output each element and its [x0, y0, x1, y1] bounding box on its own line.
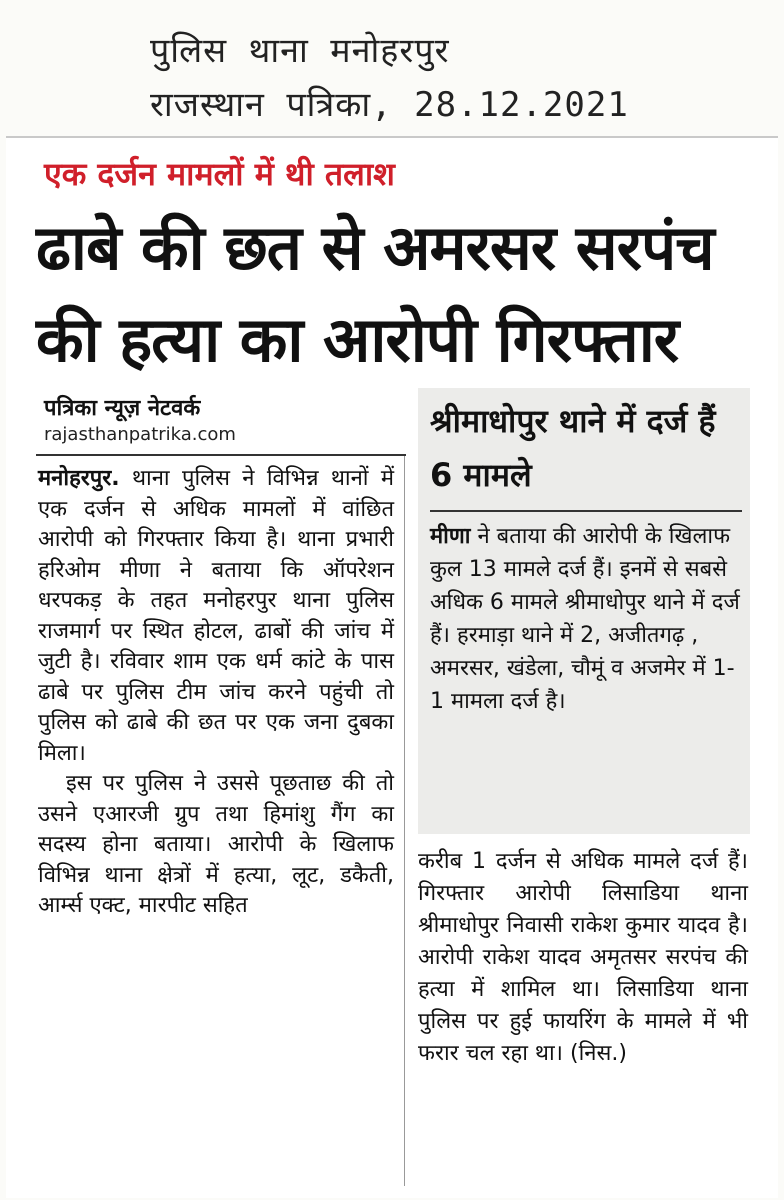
newspaper-clipping: [6, 136, 778, 1198]
article-kicker: एक दर्जन मामलों में थी तलाश: [44, 155, 395, 193]
article-column-left: [38, 464, 394, 922]
article-paragraph-1: [38, 464, 394, 769]
handwritten-note-source-date: राजस्थान पत्रिका, 28.12.2021: [150, 85, 629, 125]
article-paragraph-1-text: थाना पुलिस ने विभिन्न थानों में एक दर्जन से अधिक मामलों में वांछित आरोपी को गिरफ्तार किया है। थाना प्रभारी हरिओम मीणा ने बताया कि ऑपरेशन धरपकड़ के तहत मनोहरपुर थाना पुलिस राजमार्ग पर स्थित होटल, ढाबों की जांच में जुटी है। रविवार शाम एक धर्म कांटे के पास ढाबे पर पुलिस टीम जांच करने पहुंची तो पुलिस को ढाबे की छत पर एक जना दुबका मिला।: [38, 466, 395, 766]
sidebar-box: [418, 388, 750, 834]
sidebar-lead: मीणा: [430, 524, 471, 549]
handwritten-note-station: पुलिस थाना मनोहरपुर: [150, 31, 450, 71]
article-paragraph-3: करीब 1 दर्जन से अधिक मामले दर्ज हैं। गिरफ्तार आरोपी लिसाडिया थाना श्रीमाधोपुर निवासी राकेश कुमार यादव है। आरोपी राकेश यादव अमृतसर सरपंच की हत्या में शामिल था। लिसाडिया थाना पुलिस पर हुई फायरिंग के मामले में भी फरार चल रहा था। (निस.): [418, 849, 748, 1066]
article-website: rajasthanpatrika.com: [44, 424, 236, 445]
sidebar-title: श्रीमाधोपुर थाने में दर्ज हैं 6 मामले: [430, 402, 716, 494]
article-paragraph-2: इस पर पुलिस ने उससे पूछताछ की तो उसने एआरजी ग्रुप तथा हिमांशु गैंग का सदस्य होना बताया। आरोपी के खिलाफ विभिन्न थाना क्षेत्रों में हत्या, लूट, डकैती, आर्म्स एक्ट, मारपीट सहित: [38, 771, 394, 918]
byline-divider: [36, 454, 406, 456]
article-headline: ढाबे की छत से अमरसर सरपंच की हत्या का आरोपी गिरफ्तार: [36, 211, 714, 376]
sidebar-body-text: ने बताया की आरोपी के खिलाफ कुल 13 मामले दर्ज हैं। इनमें से सबसे अधिक 6 मामले श्रीमाधोपुर थाने में दर्ज हैं। हरमाड़ा थाने में 2, अजीतगढ़ , अमरसर, खंडेला, चौमूं व अजमेर में 1-1 मामला दर्ज है।: [430, 524, 740, 714]
article-dateline: मनोहरपुर.: [38, 466, 120, 491]
article-column-right: [418, 846, 748, 1070]
article-byline: पत्रिका न्यूज़ नेटवर्क: [44, 396, 201, 421]
sidebar-divider: [430, 510, 742, 512]
sidebar-body: [430, 520, 742, 718]
column-divider: [404, 456, 405, 1186]
